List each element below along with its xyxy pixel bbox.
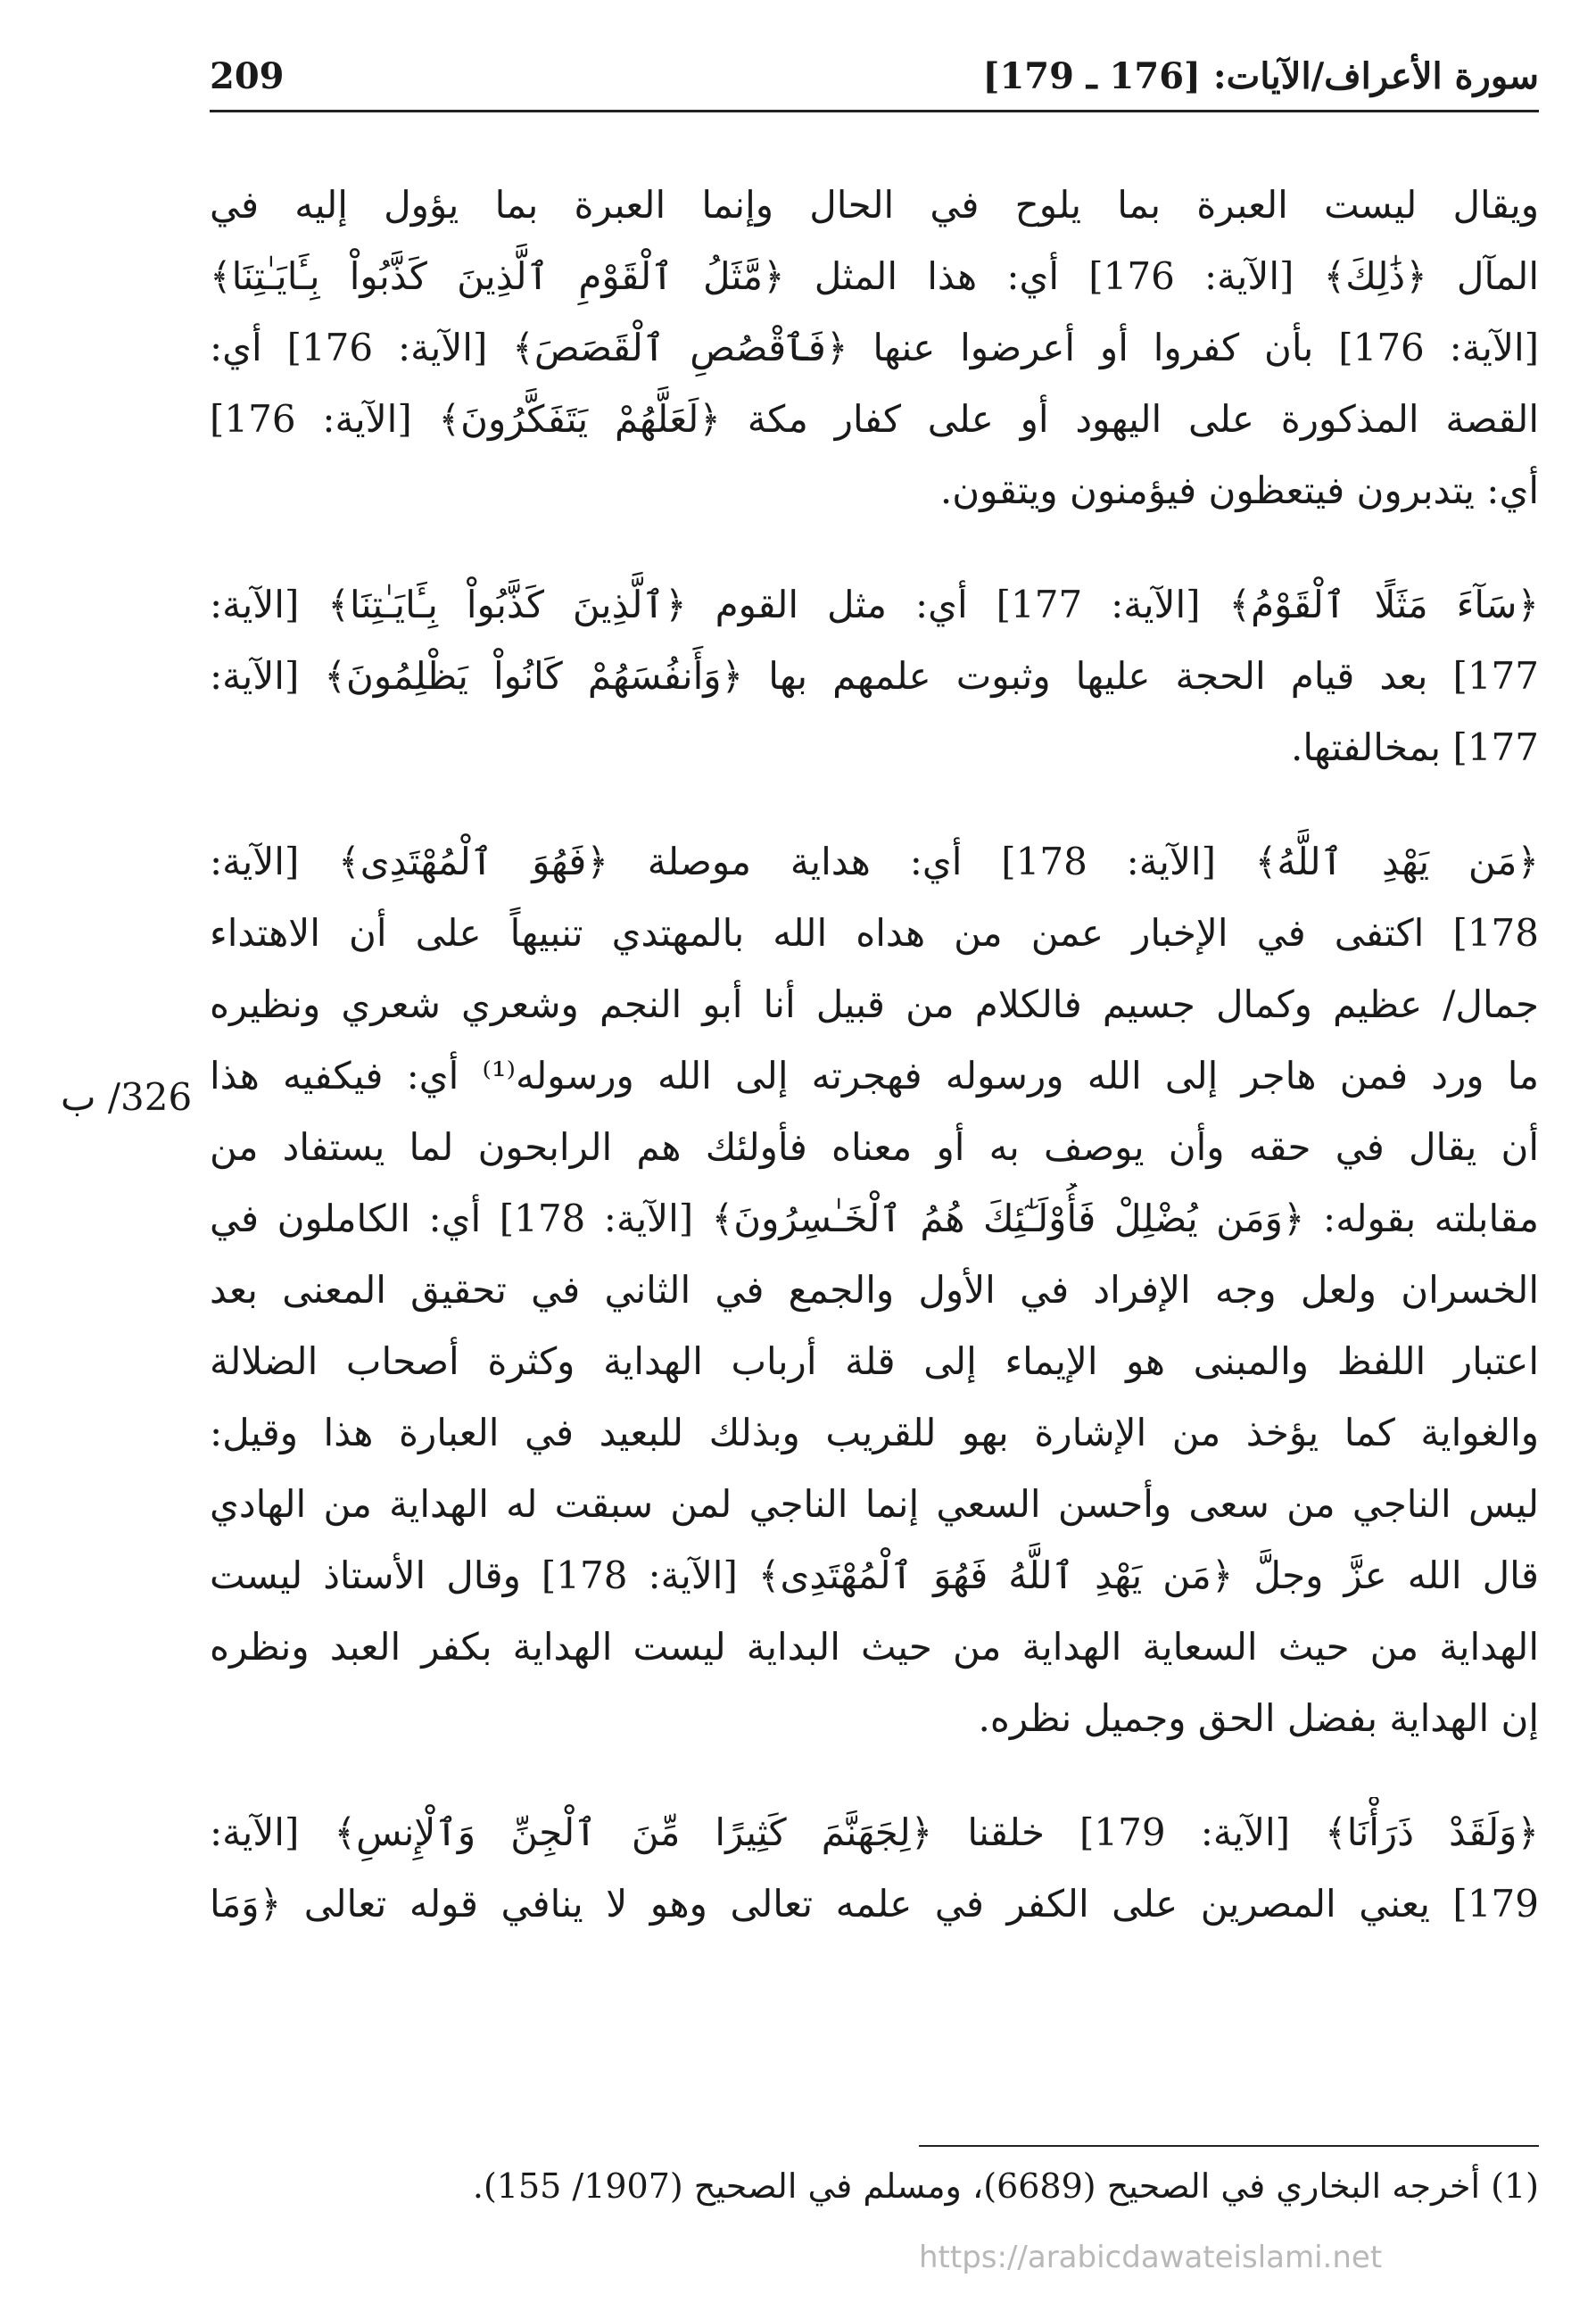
text-line: ما ورد فمن هاجر إلى الله ورسوله فهجرته إلى الله ورسوله⁽¹⁾ أي: فيكفيه هذا: [210, 1054, 1539, 1098]
paragraph: [210, 826, 1539, 1754]
header-rule: [210, 110, 1539, 112]
text-line: ﴿مَن يَهْدِ ٱللَّهُ﴾ [الآية: 178] أي: هداية موصلة ﴿فَهُوَ ٱلْمُهْتَدِى﴾ [الآية:: [210, 840, 1539, 883]
page-header: [210, 55, 1539, 109]
text-line: قال الله عزَّ وجلَّ ﴿مَن يَهْدِ ٱللَّهُ فَهُوَ ٱلْمُهْتَدِى﴾ [الآية: 178] وقال الأستاذ ليست: [210, 1553, 1539, 1597]
text-line: المآل ﴿ذَٰلِكَ﴾ [الآية: 176] أي: هذا المثل ﴿مَّثَلُ ٱلْقَوْمِ ٱلَّذِينَ كَذَّبُواْ بِـَٔايَـٰتِنَا﴾: [210, 254, 1539, 298]
text-line: اعتبار اللفظ والمبنى هو الإيماء إلى قلة أرباب الهداية وكثرة أصحاب الضلالة: [210, 1339, 1539, 1383]
text-line: 177] بمخالفتها.: [1290, 725, 1539, 769]
text-line: أي: يتدبرون فيتعظون فيؤمنون ويتقون.: [939, 468, 1539, 512]
watermark-url: https://arabicdawateislami.net: [919, 2240, 1383, 2275]
text-line: ويقال ليست العبرة بما يلوح في الحال وإنما العبرة بما يؤول إليه في: [210, 183, 1539, 227]
manuscript-folio-note: 326/ ب: [61, 1075, 193, 1119]
text-line: 178] اكتفى في الإخبار عمن من هداه الله بالمهتدي تنبيهاً على أن الاهتداء: [210, 911, 1539, 955]
text-line: مقابلته بقوله: ﴿وَمَن يُضْلِلْ فَأُوْلَـٰٓئِكَ هُمُ ٱلْخَـٰسِرُونَ﴾ [الآية: 178] أي: الكاملون في: [210, 1197, 1539, 1240]
text-line: الخسران ولعل وجه الإفراد في الأول والجمع في الثاني في تحقيق المعنى بعد: [210, 1268, 1539, 1312]
text-line: إن الهداية بفضل الحق وجميل نظره.: [978, 1696, 1539, 1740]
text-line: [الآية: 176] بأن كفروا أو أعرضوا عنها ﴿فَٱقْصُصِ ٱلْقَصَصَ﴾ [الآية: 176] أي:: [210, 326, 1539, 369]
running-title: سورة الأعراف/الآيات: [176 ـ 179]: [982, 55, 1539, 97]
text-line: ﴿وَلَقَدْ ذَرَأْنَا﴾ [الآية: 179] خلقنا ﴿لِجَهَنَّمَ كَثِيرًا مِّنَ ٱلْجِنِّ وَٱلْإِنسِ﴾ [الآية:: [210, 1810, 1539, 1854]
text-line: والغواية كما يؤخذ من الإشارة بهو للقريب وبذلك للبعيد في العبارة هذا وقيل:: [210, 1411, 1539, 1454]
footnote-rule: [919, 2145, 1539, 2147]
main-text: [210, 170, 1539, 1940]
text-line: ﴿سَآءَ مَثَلًا ٱلْقَوْمُ﴾ [الآية: 177] أي: مثل القوم ﴿ٱلَّذِينَ كَذَّبُواْ بِـَٔايَـٰتِنَا﴾ [الآية:: [210, 583, 1539, 626]
paragraph: [210, 170, 1539, 526]
page-number: 209: [210, 55, 285, 97]
paragraph: [210, 569, 1539, 783]
text-line: القصة المذكورة على اليهود أو على كفار مكة ﴿لَعَلَّهُمْ يَتَفَكَّرُونَ﴾ [الآية: 176]: [210, 397, 1539, 441]
text-line: 179] يعني المصرين على الكفر في علمه تعالى وهو لا ينافي قوله تعالى ﴿وَمَا: [210, 1882, 1539, 1926]
text-line: الهداية من حيث السعاية الهداية من حيث البداية ليست الهداية بكفر العبد ونظره: [210, 1625, 1539, 1669]
footnote: (1) أخرجه البخاري في الصحيح (6689)، ومسلم في الصحيح (1907/ 155).: [472, 2166, 1539, 2206]
paragraph: [210, 1797, 1539, 1940]
text-line: ليس الناجي من سعى وأحسن السعي إنما الناجي لمن سبقت له الهداية من الهادي: [210, 1482, 1539, 1526]
text-line: أن يقال في حقه وأن يوصف به أو معناه فأولئك هم الرابحون لما يستفاد من: [210, 1125, 1539, 1169]
text-line: 177] بعد قيام الحجة عليها وثبوت علمهم بها ﴿وَأَنفُسَهُمْ كَانُواْ يَظْلِمُونَ﴾ [الآية:: [210, 654, 1539, 698]
text-line: جمال/ عظيم وكمال جسيم فالكلام من قبيل أنا أبو النجم وشعري شعري ونظيره: [210, 982, 1539, 1026]
